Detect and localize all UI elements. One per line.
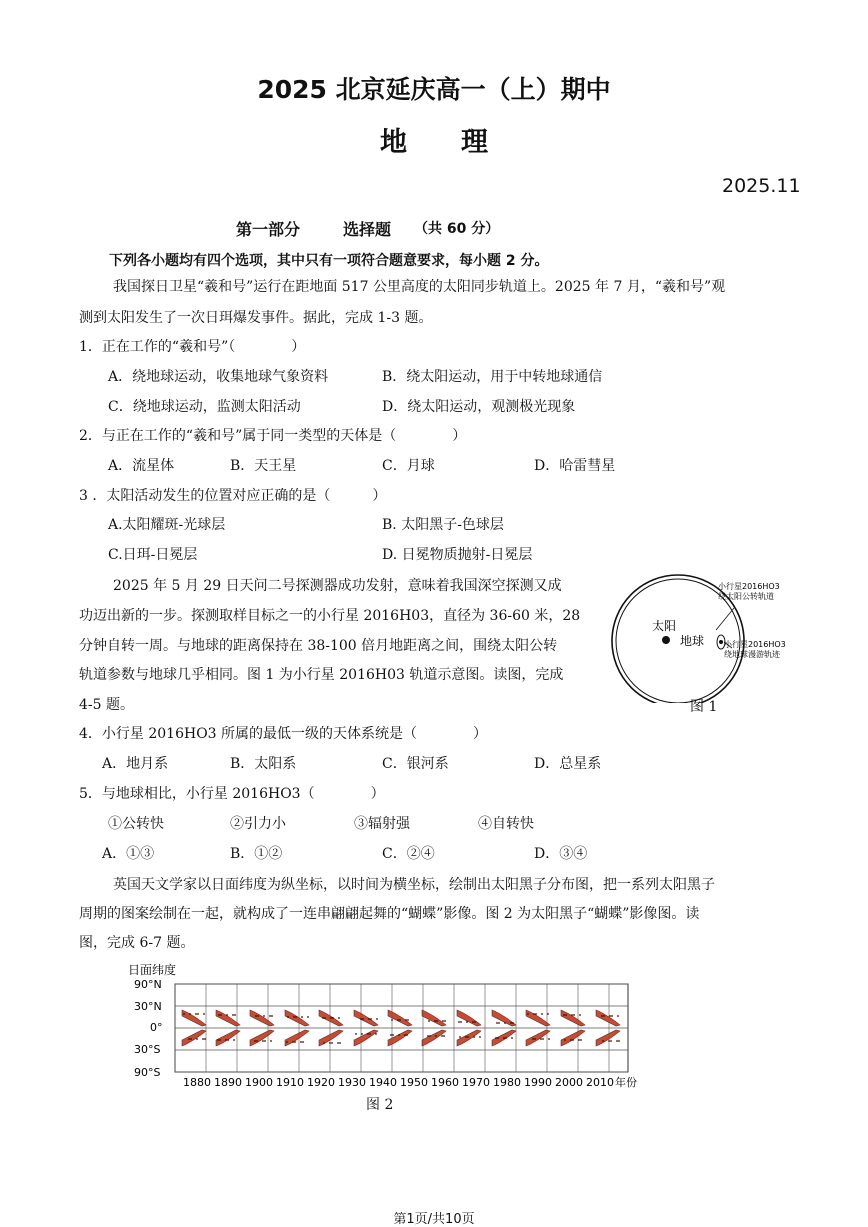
section-instruction: 下列各小题均有四个选项，其中只有一项符合题意要求，每小题 2 分。 — [109, 253, 549, 269]
fig2-wing-north — [561, 1010, 585, 1026]
fig2-speckle — [459, 1036, 461, 1038]
q1-stem: 1．正在工作的“羲和号”（ ） — [79, 339, 306, 355]
q5-stem: 5．与地球相比，小行星 2016HO3（ ） — [79, 786, 385, 802]
exam-title: 2025 北京延庆高一（上）期中 — [257, 75, 611, 104]
fig2-speckle — [204, 1038, 206, 1040]
fig2-speckle — [225, 1039, 227, 1041]
fig2-speckle — [397, 1019, 399, 1021]
fig2-speckle — [611, 1015, 613, 1017]
q2-option-b: B．天王星 — [230, 458, 297, 474]
earth-label: 地球 — [680, 634, 705, 648]
fig2-speckle — [391, 1019, 393, 1021]
fig2-speckle — [375, 1033, 377, 1035]
fig2-speckle — [573, 1014, 575, 1016]
fig2-speckle — [270, 1040, 272, 1042]
fig2-speckle — [323, 1042, 325, 1044]
q5-option-a: A．①③ — [102, 846, 155, 862]
fig2-speckle — [505, 1037, 507, 1039]
fig2-speckle — [565, 1014, 567, 1016]
fig2-wing-north — [216, 1010, 240, 1026]
q2-option-c: C．月球 — [382, 458, 435, 474]
passage3-line2: 周期的图案绘制在一起，就构成了一连串翩翩起舞的“蝴蝶”影像。图 2 为太阳黑子“蝴蝶”影像图。读 — [79, 906, 700, 922]
fig2-speckle — [292, 1041, 294, 1043]
fig2-speckle — [322, 1017, 324, 1019]
q5-statement-2: ②引力小 — [230, 816, 286, 832]
fig2-wing-south — [285, 1030, 309, 1046]
fig2-speckle — [367, 1033, 369, 1035]
fig2-wing-south — [596, 1030, 620, 1046]
fig2-speckle — [256, 1040, 258, 1042]
fig2-speckle — [369, 1033, 371, 1035]
fig2-speckle — [547, 1013, 549, 1015]
q3-option-c: C.日珥-日冕层 — [108, 547, 198, 563]
q1-option-d: D．绕太阳运动，观测极光现象 — [382, 399, 576, 415]
fig2-speckle — [465, 1036, 467, 1038]
fig2-speckle — [442, 1020, 444, 1022]
fig2-speckle — [608, 1040, 610, 1042]
fig2-speckle — [370, 1018, 372, 1020]
fig2-wing-south — [216, 1030, 240, 1046]
q5-option-d: D．③④ — [534, 846, 588, 862]
fig2-wing-south — [526, 1030, 550, 1046]
fig2-speckle — [435, 1035, 437, 1037]
fig2-ytick-30n: 30°N — [134, 1000, 162, 1013]
fig2-wing-north — [354, 1010, 378, 1026]
q5-option-b: B．①② — [230, 846, 283, 862]
fig2-xtick-1890: 1890 — [214, 1076, 242, 1089]
fig2-speckle — [404, 1034, 406, 1036]
fig2-speckle — [255, 1015, 257, 1017]
fig2-ytick-90n: 90°N — [134, 978, 162, 991]
passage2-line3: 分钟自转一周。与地球的距离保持在 38-100 倍月地距离之间，围绕太阳公转 — [79, 638, 558, 654]
q4-stem: 4．小行星 2016HO3 所属的最低一级的天体系统是（ ） — [79, 726, 488, 742]
figure1-caption: 图 1 — [690, 699, 718, 715]
fig2-speckle — [540, 1038, 542, 1040]
fig2-speckle — [361, 1033, 363, 1035]
fig2-speckle — [472, 1021, 474, 1023]
fig2-speckle — [496, 1022, 498, 1024]
fig2-wing-south — [182, 1030, 206, 1046]
q5-option-c: C．②④ — [382, 846, 435, 862]
fig2-speckle — [219, 1039, 221, 1041]
q3-option-a: A.太阳耀斑-光球层 — [108, 517, 226, 533]
fig2-speckle — [406, 1034, 408, 1036]
q5-statement-1: ①公转快 — [108, 816, 164, 832]
fig2-xtick-1880: 1880 — [183, 1076, 211, 1089]
fig2-xtick-1950: 1950 — [400, 1076, 428, 1089]
fig2-speckle — [510, 1022, 512, 1024]
orbit-sun-annotation-l1: 小行星2016HO3 — [718, 582, 780, 591]
fig2-ytick-0: 0° — [150, 1021, 163, 1034]
fig2-speckle — [227, 1039, 229, 1041]
fig2-speckle — [217, 1039, 219, 1041]
figure2-caption: 图 2 — [366, 1097, 394, 1113]
fig2-wing-south — [457, 1030, 481, 1046]
fig2-speckle — [220, 1014, 222, 1016]
fig2-xtick-1920: 1920 — [307, 1076, 335, 1089]
exam-date: 2025.11 — [722, 175, 801, 197]
fig2-speckle — [339, 1042, 341, 1044]
fig2-speckle — [534, 1038, 536, 1040]
fig2-speckle — [195, 1013, 197, 1015]
fig2-speckle — [183, 1013, 185, 1015]
fig2-speckle — [233, 1039, 235, 1041]
q1-option-a: A．绕地球运动，收集地球气象资料 — [108, 369, 329, 385]
fig2-wing-north — [596, 1010, 620, 1026]
fig2-xtick-1980: 1980 — [493, 1076, 521, 1089]
fig2-wing-south — [250, 1030, 274, 1046]
q4-option-a: A．地月系 — [102, 756, 169, 772]
fig2-speckle — [479, 1036, 481, 1038]
fig2-wing-south — [354, 1030, 378, 1046]
q2-option-a: A．流星体 — [108, 458, 175, 474]
q5-statement-4: ④自转快 — [478, 816, 534, 832]
fig2-xtick-1910: 1910 — [276, 1076, 304, 1089]
q4-option-b: B．太阳系 — [230, 756, 297, 772]
fig2-ytick-90s: 90°S — [134, 1066, 161, 1079]
passage1-line1: 我国探日卫星“羲和号”运行在距地面 517 公里高度的太阳同步轨道上。2025 年 7 月，“羲和号”观 — [113, 279, 726, 295]
fig2-speckle — [616, 1040, 618, 1042]
fig2-speckle — [197, 1013, 199, 1015]
fig2-speckle — [617, 1015, 619, 1017]
sun-label: 太阳 — [652, 619, 677, 633]
fig2-speckle — [392, 1034, 394, 1036]
fig2-speckle — [399, 1019, 401, 1021]
fig2-speckle — [578, 1039, 580, 1041]
orbit-sun-annotation-l2: 绕太阳公转轨道 — [718, 592, 774, 601]
fig2-grid — [175, 984, 628, 1072]
fig2-speckle — [467, 1036, 469, 1038]
fig2-speckle — [407, 1019, 409, 1021]
fig2-speckle — [262, 1040, 264, 1042]
fig2-xtick-1960: 1960 — [431, 1076, 459, 1089]
fig2-speckle — [390, 1034, 392, 1036]
figure2-butterfly-diagram — [120, 958, 650, 1093]
fig2-speckle — [503, 1037, 505, 1039]
fig2-speckle — [264, 1040, 266, 1042]
fig2-ytick-30s: 30°S — [134, 1043, 161, 1056]
fig2-speckle — [572, 1039, 574, 1041]
section-heading-main: 第一部分 — [236, 220, 301, 239]
fig2-speckle — [331, 1042, 333, 1044]
fig2-wing-south — [388, 1030, 412, 1046]
fig2-xtick-1900: 1900 — [245, 1076, 273, 1089]
passage3-line1: 英国天文学家以日面纬度为纵坐标，以时间为横坐标，绘制出太阳黑子分布图，把一系列太阳黑子 — [113, 877, 715, 893]
fig2-speckle — [434, 1020, 436, 1022]
fig2-wing-north — [422, 1010, 446, 1026]
fig2-speckle — [427, 1035, 429, 1037]
section-heading-points: （共 60 分） — [414, 221, 500, 237]
fig2-speckle — [533, 1013, 535, 1015]
section-heading-type: 选择题 — [343, 220, 392, 239]
fig2-speckle — [564, 1039, 566, 1041]
fig2-speckle — [527, 1013, 529, 1015]
fig2-wing-north — [457, 1010, 481, 1026]
fig2-speckle — [202, 1038, 204, 1040]
fig2-speckle — [473, 1036, 475, 1038]
fig2-speckle — [497, 1037, 499, 1039]
fig2-speckle — [398, 1034, 400, 1036]
fig2-speckle — [196, 1038, 198, 1040]
fig2-speckle — [474, 1021, 476, 1023]
orbit-earth-annotation-l2: 绕地球漫游轨迹 — [724, 650, 780, 659]
fig2-speckle — [579, 1014, 581, 1016]
q3-option-d: D. 日冕物质抛射-日冕层 — [382, 547, 533, 563]
fig2-speckle — [535, 1013, 537, 1015]
fig2-speckle — [355, 1033, 357, 1035]
passage2-line2: 功迈出新的一步。探测取样目标之一的小行星 2016H03，直径为 36-60 米，28 — [79, 608, 581, 624]
fig2-speckle — [603, 1015, 605, 1017]
fig2-speckle — [405, 1019, 407, 1021]
fig2-speckle — [498, 1022, 500, 1024]
fig2-speckle — [504, 1022, 506, 1024]
fig2-xtick-1970: 1970 — [462, 1076, 490, 1089]
fig2-speckle — [495, 1037, 497, 1039]
q3-option-b: B. 太阳黑子-色球层 — [382, 517, 504, 533]
fig2-wing-south — [422, 1030, 446, 1046]
fig2-speckle — [618, 1040, 620, 1042]
fig2-speckle — [429, 1035, 431, 1037]
fig2-speckle — [301, 1016, 303, 1018]
fig2-speckle — [329, 1042, 331, 1044]
earth-dot — [719, 640, 723, 644]
fig2-wing-north — [526, 1010, 550, 1026]
fig2-speckle — [226, 1014, 228, 1016]
fig2-speckle — [610, 1040, 612, 1042]
fig2-xtick-1940: 1940 — [369, 1076, 397, 1089]
q1-option-b: B．绕太阳运动，用于中转地球通信 — [382, 369, 603, 385]
fig2-wing-north — [182, 1010, 206, 1026]
figure1-orbit-diagram — [600, 568, 800, 703]
fig2-speckle — [295, 1016, 297, 1018]
q4-option-d: D．总星系 — [534, 756, 602, 772]
fig2-speckle — [302, 1041, 304, 1043]
fig2-speckle — [609, 1015, 611, 1017]
fig2-speckle — [269, 1015, 271, 1017]
fig2-speckle — [368, 1018, 370, 1020]
subject-title: 地 理 — [380, 127, 488, 158]
fig2-speckle — [307, 1016, 309, 1018]
q3-stem: 3 ．太阳活动发生的位置对应正确的是（ ） — [79, 488, 387, 504]
fig2-speckle — [232, 1014, 234, 1016]
orbit-earth-annotation-l1: 小行星2016HO3 — [724, 640, 786, 649]
fig2-xtick-1990: 1990 — [524, 1076, 552, 1089]
fig2-speckle — [532, 1038, 534, 1040]
fig2-wing-south — [561, 1030, 585, 1046]
fig2-speckle — [293, 1016, 295, 1018]
fig2-xtick-2000: 2000 — [555, 1076, 583, 1089]
passage1-line2: 测到太阳发生了一次日珥爆发事件。据此，完成 1-3 题。 — [79, 310, 433, 326]
fig2-speckle — [189, 1013, 191, 1015]
fig2-speckle — [254, 1040, 256, 1042]
fig2-speckle — [360, 1018, 362, 1020]
fig2-wing-north — [285, 1010, 309, 1026]
passage2-line4: 轨道参数与地球几乎相同。图 1 为小行星 2016H03 轨道示意图。读图，完成 — [79, 667, 564, 683]
fig2-speckle — [286, 1041, 288, 1043]
fig2-speckle — [602, 1040, 604, 1042]
fig2-speckle — [271, 1015, 273, 1017]
fig2-speckle — [294, 1041, 296, 1043]
fig2-speckle — [443, 1035, 445, 1037]
fig2-speckle — [188, 1038, 190, 1040]
fig2-speckle — [460, 1021, 462, 1023]
fig2-speckle — [257, 1015, 259, 1017]
fig2-speckle — [428, 1020, 430, 1022]
fig2-speckle — [300, 1041, 302, 1043]
fig2-speckle — [190, 1038, 192, 1040]
fig2-wing-north — [388, 1010, 412, 1026]
fig2-speckle — [563, 1014, 565, 1016]
fig2-speckle — [570, 1039, 572, 1041]
fig2-speckle — [512, 1022, 514, 1024]
fig2-speckle — [376, 1018, 378, 1020]
fig2-speckle — [548, 1038, 550, 1040]
fig2-speckle — [337, 1042, 339, 1044]
fig2-speckle — [441, 1035, 443, 1037]
fig2-speckle — [466, 1021, 468, 1023]
fig2-wing-north — [250, 1010, 274, 1026]
fig2-speckle — [263, 1015, 265, 1017]
q5-statement-3: ③辐射强 — [354, 816, 410, 832]
fig2-speckle — [332, 1017, 334, 1019]
sun-dot — [662, 636, 670, 644]
fig2-xtick-1930: 1930 — [338, 1076, 366, 1089]
fig2-speckle — [324, 1017, 326, 1019]
fig2-speckle — [511, 1037, 513, 1039]
fig2-speckle — [542, 1038, 544, 1040]
fig2-xtick-2010: 2010 — [586, 1076, 614, 1089]
q1-option-c: C．绕地球运动，监测太阳活动 — [108, 399, 301, 415]
q2-option-d: D．哈雷彗星 — [534, 458, 616, 474]
fig2-speckle — [234, 1014, 236, 1016]
fig2-xunit: 年份 — [615, 1076, 637, 1089]
q2-stem: 2．与正在工作的“羲和号”属于同一类型的天体是（ ） — [79, 428, 467, 444]
passage2-line5: 4-5 题。 — [79, 697, 134, 713]
fig2-speckle — [458, 1021, 460, 1023]
page-footer: 第1页/共10页 — [393, 1212, 475, 1227]
fig2-speckle — [330, 1017, 332, 1019]
fig2-speckle — [218, 1014, 220, 1016]
fig2-ylabel: 日面纬度 — [128, 963, 177, 977]
fig2-speckle — [203, 1013, 205, 1015]
fig2-speckle — [436, 1020, 438, 1022]
passage2-line1: 2025 年 5 月 29 日天问二号探测器成功发射，意味着我国深空探测又成 — [113, 578, 562, 594]
fig2-speckle — [541, 1013, 543, 1015]
fig2-speckle — [362, 1018, 364, 1020]
fig2-speckle — [444, 1020, 446, 1022]
passage3-line3: 图，完成 6-7 题。 — [79, 935, 195, 951]
fig2-speckle — [571, 1014, 573, 1016]
fig2-speckle — [580, 1039, 582, 1041]
q4-option-c: C．银河系 — [382, 756, 449, 772]
fig2-speckle — [338, 1017, 340, 1019]
fig2-speckle — [287, 1016, 289, 1018]
fig2-speckle — [601, 1015, 603, 1017]
